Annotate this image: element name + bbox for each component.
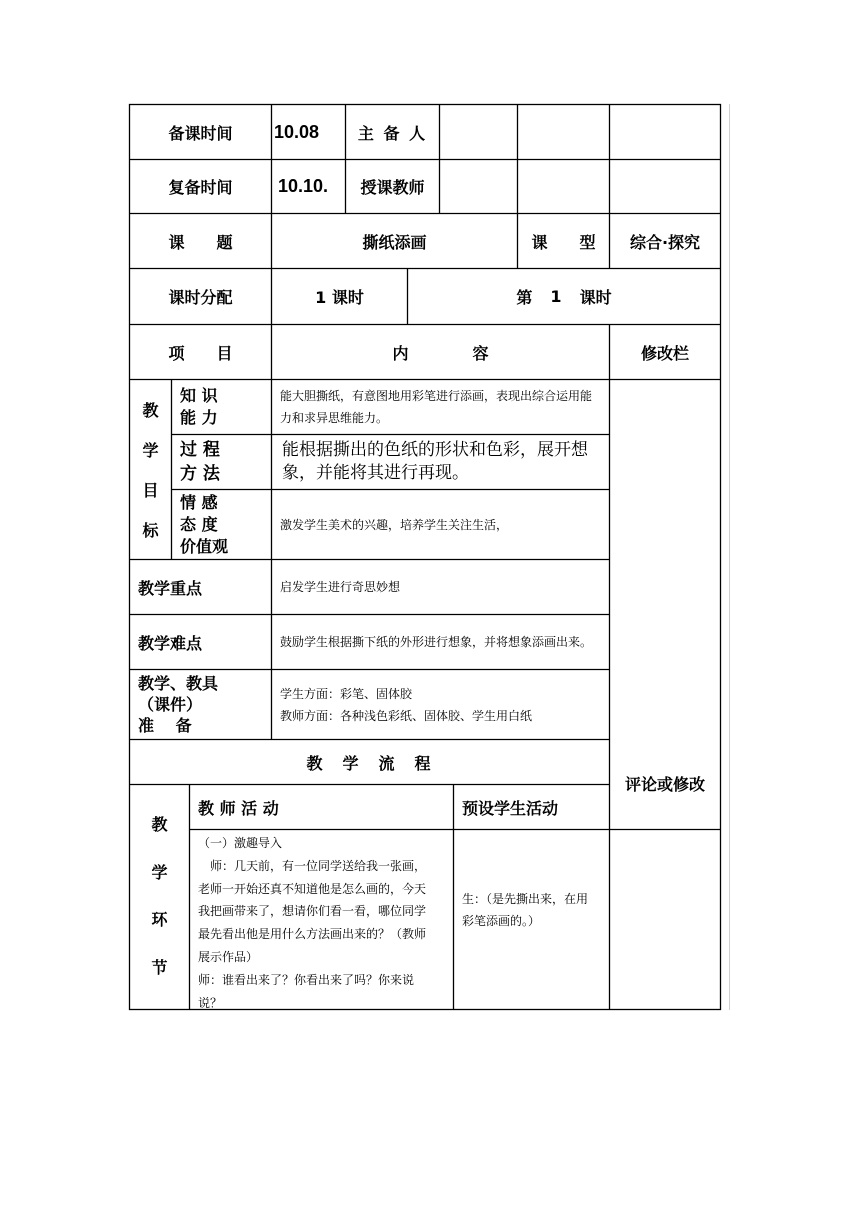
prep-time-value: 10.08 (274, 121, 320, 142)
section-char: 学 (151, 862, 168, 882)
session-cell (408, 269, 720, 324)
label-line: 教学、教具 (138, 674, 219, 693)
process-content: 能根据撕出的色纸的形状和色彩，展开想象，并能将其进行再现。 (282, 440, 588, 483)
student-line: 生：（是先撕出来，在用 (462, 892, 589, 906)
tools-label (130, 670, 271, 739)
objectives-char: 标 (142, 520, 159, 540)
label-line: 过 程 (180, 440, 220, 460)
objectives-char: 学 (142, 441, 159, 461)
hours-value: 1 课时 (315, 288, 364, 307)
prep-time-label: 备课时间 (168, 123, 233, 143)
review-time-value: 10.10. (278, 176, 329, 196)
topic-label: 课 题 (168, 232, 233, 252)
label-line: 情 感 (180, 492, 218, 512)
flow-title: 教 学 流 程 (306, 753, 433, 773)
lead-preparer-value[interactable] (440, 105, 517, 159)
label-line: （课件） (138, 695, 203, 714)
content-line: 教师方面：各种浅色彩纸、固体胶、学生用白纸 (280, 708, 533, 723)
session-number: 1 (550, 287, 562, 306)
difficulty-content: 鼓励学生根据撕下纸的外形进行想象，并将想象添画出来。 (280, 635, 593, 649)
objectives-char: 教 (142, 401, 159, 421)
label-line: 价值观 (180, 536, 229, 556)
label-line: 准 备 (138, 716, 192, 735)
teacher-activity-content (190, 832, 453, 1008)
teacher-line: 师：谁看出来了？你看出来了吗？你来说 (198, 972, 415, 987)
label-line: 能 力 (180, 408, 218, 427)
topic-value: 撕纸添画 (362, 232, 427, 252)
comment-label: 评论或修改 (624, 775, 705, 794)
teacher-line: 师：几天前，有一位同学送给我一张画， (198, 858, 427, 873)
type-value: 综合·探究 (629, 232, 701, 252)
student-line: 彩笔添画的。） (462, 914, 541, 928)
section-label (130, 800, 189, 990)
emotion-content: 激发学生美术的兴趣，培养学生关注生活， (280, 517, 509, 532)
session-unit: 课时 (579, 288, 612, 307)
type-label: 课 型 (531, 232, 596, 252)
review-time-label: 复备时间 (168, 178, 233, 197)
section-char: 教 (151, 815, 168, 835)
teacher-line: 展示作品） (198, 949, 259, 964)
teacher-label: 授课教师 (360, 178, 425, 197)
student-activity-header: 预设学生活动 (462, 798, 559, 818)
teacher-line: 最先看出他是用什么方法画出来的？（教师 (198, 927, 427, 942)
label-line: 方 法 (180, 464, 220, 484)
session-label: 第 (516, 288, 533, 307)
key-point-content: 启发学生进行奇思妙想 (280, 580, 401, 594)
label-line: 知 识 (180, 386, 218, 405)
teacher-value[interactable] (440, 160, 517, 213)
section-char: 节 (151, 957, 168, 977)
teacher-line: 说？ (198, 995, 223, 1010)
process-label (172, 435, 271, 489)
key-point-label: 教学重点 (138, 578, 203, 598)
section-char: 环 (151, 910, 168, 930)
knowledge-content: 能大胆撕纸，有意图地用彩笔进行添画，表现出综合运用能力和求异思维能力。 (280, 389, 593, 425)
comment-content[interactable] (610, 830, 720, 1009)
teacher-activity-header: 教 师 活 动 (198, 798, 279, 818)
objectives-char: 目 (142, 480, 159, 500)
lead-preparer-label: 主 备 人 (357, 123, 428, 143)
student-activity-content (454, 830, 609, 990)
item-header: 项 目 (168, 343, 233, 363)
revise-header: 修改栏 (640, 343, 689, 363)
hours-label: 课时分配 (168, 288, 233, 307)
tools-content (272, 670, 609, 739)
teacher-line: 我把画带来了，想请你们看一看，哪位同学 (198, 904, 427, 919)
label-line: 态 度 (180, 514, 218, 534)
teacher-line: （一）激趣导入 (198, 836, 283, 850)
teacher-line: 老师一开始还真不知道他是怎么画的，今天 (198, 881, 427, 896)
difficulty-label: 教学难点 (138, 633, 203, 653)
objectives-group-label (130, 380, 171, 559)
knowledge-label (172, 380, 271, 434)
emotion-label (172, 490, 271, 559)
content-line: 学生方面：彩笔、固体胶 (280, 686, 413, 701)
content-header: 内 容 (392, 343, 489, 363)
